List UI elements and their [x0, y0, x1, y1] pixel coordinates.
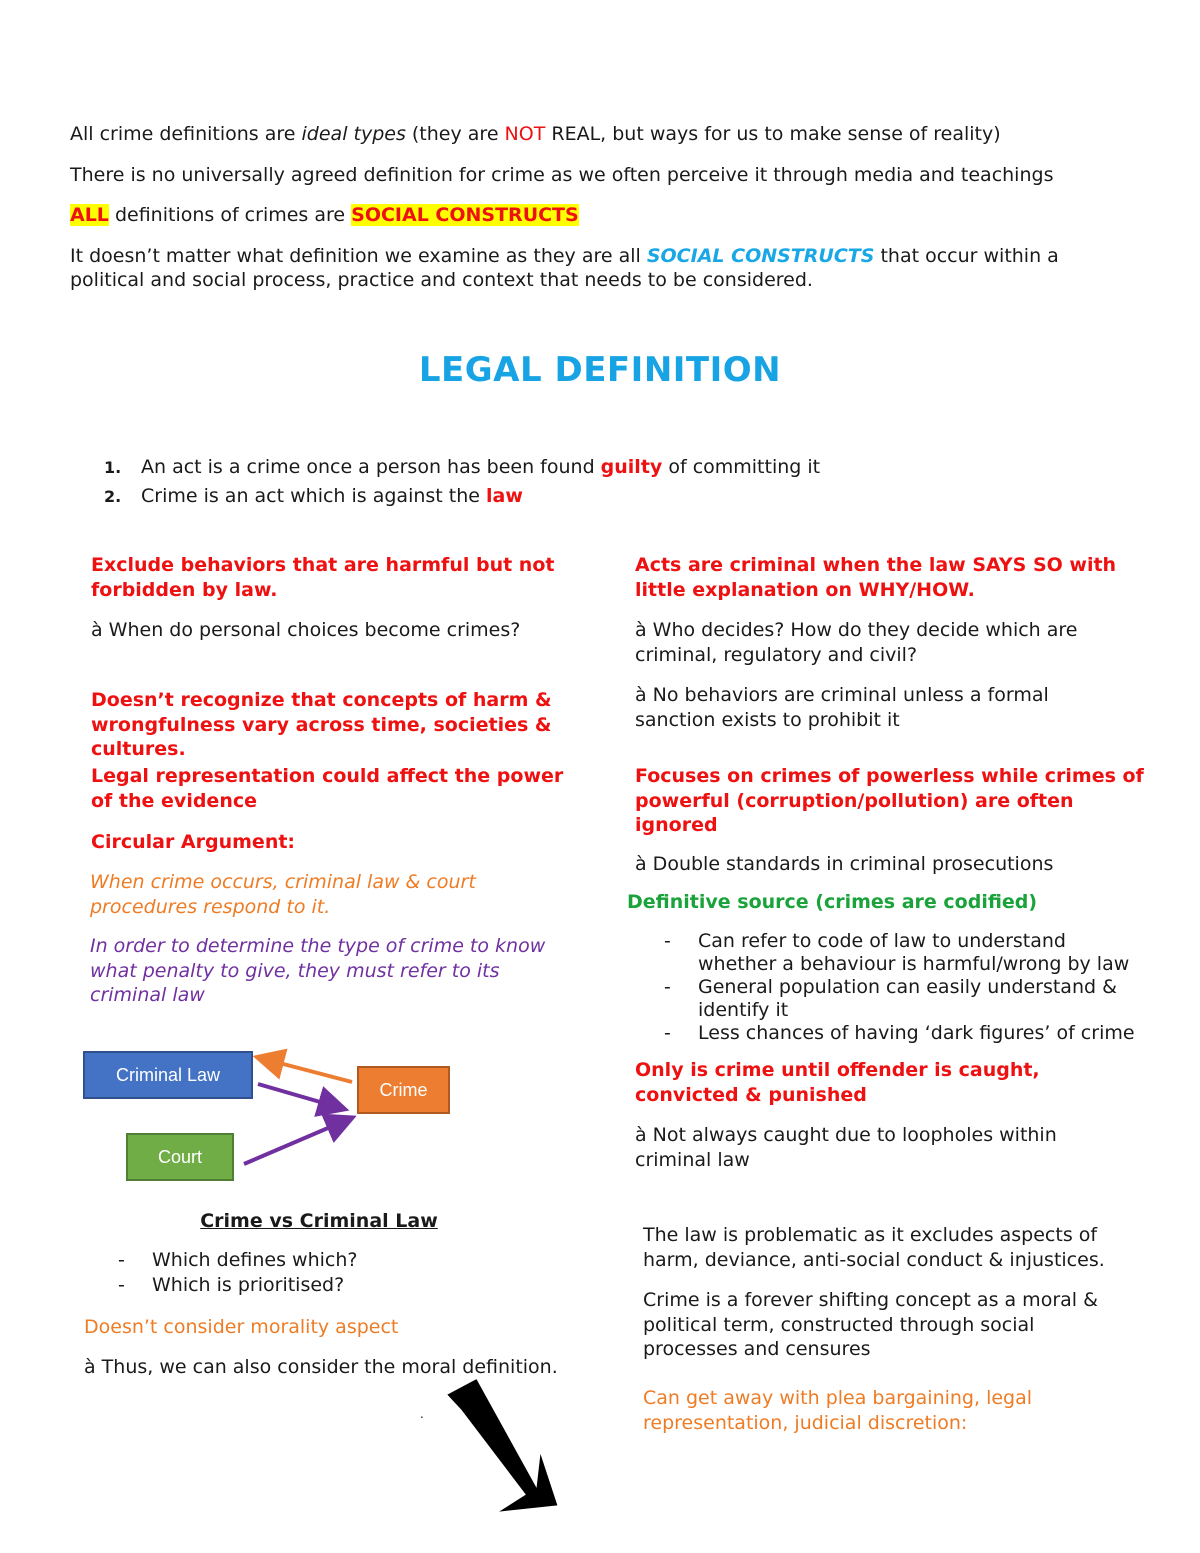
left-circular-1: When crime occurs, criminal law & court procedures respond to it. [90, 871, 476, 918]
stray-dot: . [420, 1407, 424, 1421]
left-circular-2: In order to determine the type of crime to know what penalty to give, they must refer to its criminal law [90, 935, 546, 1006]
left-thus: à Thus, we can also consider the moral definition. [84, 1356, 558, 1378]
def-item-3: - Less chances of having ‘dark figures’ of crime [664, 1022, 1135, 1044]
right-double-standards: à Double standards in criminal prosecutions [635, 853, 1054, 875]
page-title: LEGAL DEFINITION [418, 350, 782, 390]
numbered-item-2: 2. Crime is an act which is against the law [104, 485, 523, 507]
right-shifting: Crime is a forever shifting concept as a moral & political term, constructed through social processes and censures [643, 1289, 1098, 1360]
intro-line-4: It doesn’t matter what definition we examine as they are all SOCIAL CONSTRUCTS that occur within a [70, 245, 1059, 267]
right-problematic: The law is problematic as it excludes aspects of harm, deviance, anti-social conduct & injustices. [643, 1224, 1105, 1271]
vs-item-2: - Which is prioritised? [118, 1274, 345, 1296]
court-box: Court [126, 1133, 234, 1181]
left-recognize: Doesn’t recognize that concepts of harm & wrongfulness vary across time, societies & cultures. [91, 689, 552, 760]
intro-line-2: There is no universally agreed definition for crime as we often perceive it through media and teachings [70, 164, 1054, 186]
arrow-court-to-crime [244, 1122, 342, 1164]
intro-line-5: political and social process, practice and context that needs to be considered. [70, 269, 813, 291]
right-not-always: à Not always caught due to loopholes within criminal law [635, 1124, 1057, 1171]
right-definitive-list [664, 930, 1135, 1042]
left-circular-heading: Circular Argument: [91, 831, 296, 853]
numbered-item-1: 1. An act is a crime once a person has been found guilty of committing it [104, 456, 821, 478]
right-who-decides: à Who decides? How do they decide which are criminal, regulatory and civil? [635, 619, 1078, 666]
def-item-1: - Can refer to code of law to understand [664, 930, 1066, 952]
def-item-1b: whether a behaviour is harmful/wrong by law [698, 953, 1130, 975]
arrow-law-to-crime [258, 1084, 334, 1106]
intro-line-1: All crime definitions are ideal types (they are NOT REAL, but ways for us to make sense of reality) [70, 123, 1001, 145]
left-exclude: Exclude behaviors that are harmful but not forbidden by law. [91, 554, 555, 601]
crime-box: Crime [357, 1066, 450, 1114]
right-acts: Acts are criminal when the law SAYS SO with little explanation on WHY/HOW. [635, 554, 1117, 601]
right-focuses: Focuses on crimes of powerless while crimes of powerful (corruption/pollution) are often ignored [635, 765, 1144, 836]
right-no-behaviors: à No behaviors are criminal unless a formal sanction exists to prohibit it [635, 684, 1049, 731]
left-legal-representation: Legal representation could affect the power of the evidence [91, 765, 564, 812]
criminal-law-box: Criminal Law [83, 1051, 253, 1099]
def-item-2b: identify it [698, 999, 789, 1021]
def-item-2: - General population can easily understand & [664, 976, 1117, 998]
vs-title: Crime vs Criminal Law [200, 1210, 438, 1232]
right-plea: Can get away with plea bargaining, legal representation, judicial discretion: [643, 1387, 1033, 1434]
intro-line-3: ALL definitions of crimes are SOCIAL CONSTRUCTS [70, 204, 579, 226]
right-only: Only is crime until offender is caught, convicted & punished [635, 1059, 1040, 1106]
vs-item-1: - Which defines which? [118, 1249, 358, 1271]
arrow-crime-to-law [268, 1060, 352, 1082]
big-arrow-down-right-icon [420, 1380, 560, 1530]
left-morality: Doesn’t consider morality aspect [84, 1316, 399, 1338]
right-definitive: Definitive source (crimes are codified) [627, 891, 1038, 913]
left-exclude-question: à When do personal choices become crimes? [91, 619, 521, 641]
